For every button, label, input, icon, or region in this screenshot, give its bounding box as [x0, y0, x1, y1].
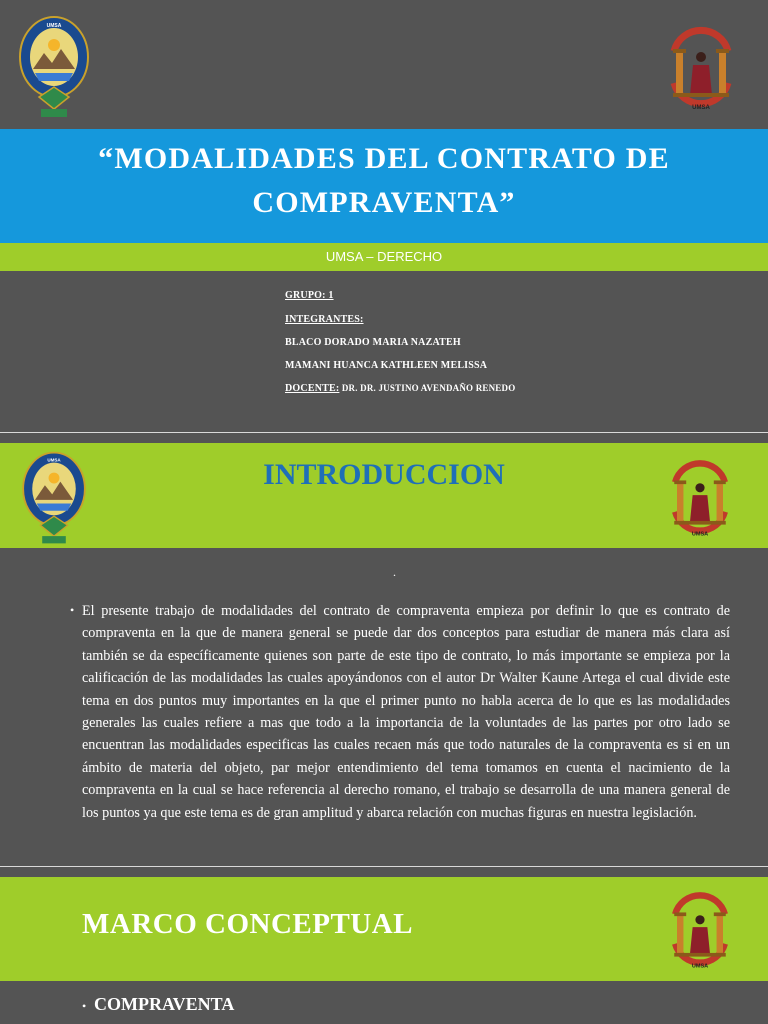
law-faculty-emblem-logo: [666, 17, 736, 117]
title-line-1: “MODALIDADES DEL CONTRATO DE: [98, 142, 670, 175]
docente-line: [285, 383, 515, 394]
svg-text:UMSA: UMSA: [692, 105, 710, 111]
stray-dot: .: [393, 565, 396, 579]
bullet-marker: •: [70, 603, 75, 617]
slide-divider-1: [0, 432, 768, 433]
law-faculty-emblem-logo-3: [666, 883, 734, 975]
grupo-label: GRUPO: 1: [285, 290, 334, 301]
docente-label: DOCENTE:: [285, 383, 340, 394]
university-seal-logo: [19, 13, 89, 121]
svg-text:UMSA: UMSA: [46, 23, 62, 29]
svg-text:UMSA: UMSA: [691, 963, 709, 970]
compraventa-item: COMPRAVENTA: [94, 994, 235, 1014]
svg-text:UMSA: UMSA: [691, 531, 709, 538]
law-faculty-emblem-logo-2: [666, 451, 734, 543]
intro-paragraph: El presente trabajo de modalidades del contrato de compraventa empieza por definir lo que es contrato de compraventa en la que de manera general se puede dar dos conceptos para estudiar de manera más clara así también se da específicamente quienes son parte de este tipo de contrato, lo más importante se empieza por la calificación de las modalidades las cuales apoyándonos con el autor Dr Walter Kaune Artega el cual divide este tema en dos puntos muy importantes en la que el primer punto no habla acerca de lo que es las modalidades generales las cuales refiere a mas que todo a la importancia de la voluntades de las partes por otro lado se encuentran las modalidades especificas las cuales recaen más que todo naturales de la compraventa es si en un ámbito de materia del objeto, par mejor entendimiento del tema tomamos en cuenta el nacimiento de la compraventa en la cual se hace referencia al derecho romano, el trabajo se desarrolla de una manera general de los puntos ya que este tema es de gran amplitud y abarca relación con muchas figuras en nuestra legislación.: [82, 603, 730, 821]
slide-divider-2: [0, 866, 768, 867]
member-2: MAMANI HUANCA KATHLEEN MELISSA: [285, 360, 488, 371]
intro-title: INTRODUCCION: [263, 458, 505, 491]
marco-title: MARCO CONCEPTUAL: [82, 908, 414, 940]
docente-name: DR. DR. JUSTINO AVENDAÑO RENEDO: [339, 383, 516, 393]
integrantes-label: INTEGRANTES:: [285, 314, 364, 325]
member-1: BLACO DORADO MARIA NAZATEH: [285, 337, 461, 348]
subtitle-text: UMSA – DERECHO: [325, 249, 443, 264]
bullet-marker-2: •: [82, 999, 87, 1013]
svg-text:UMSA: UMSA: [47, 457, 61, 463]
title-line-2: COMPRAVENTA”: [252, 186, 516, 219]
presentation-title: [40, 137, 728, 225]
